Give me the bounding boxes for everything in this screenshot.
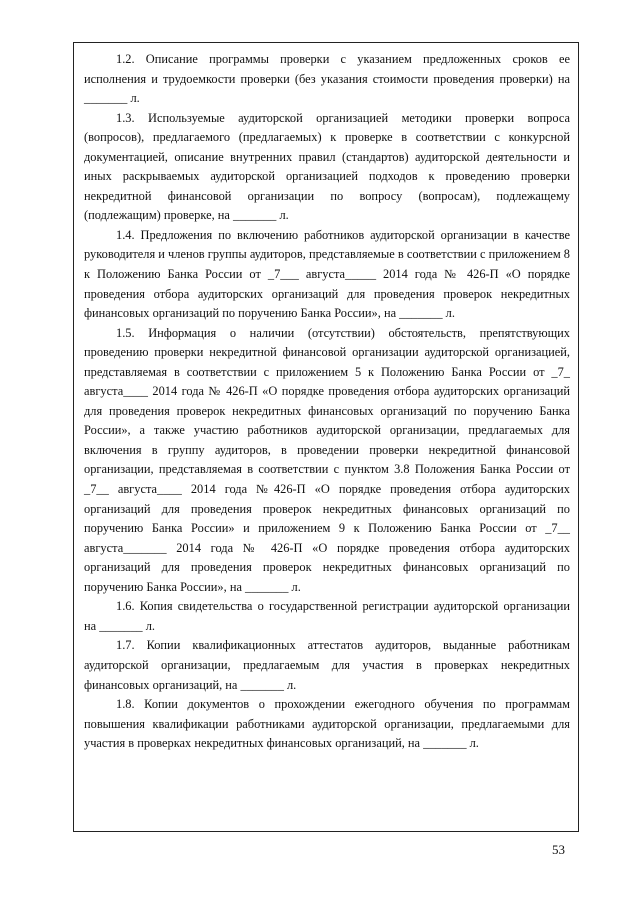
- page-number: 53: [552, 842, 565, 857]
- paragraph-1-6: 1.6. Копия свидетельства о государственной регистрации аудиторской организации на _______ л.: [84, 599, 570, 633]
- paragraph-1-2: 1.2. Описание программы проверки с указанием предложенных сроков ее исполнения и трудоемкости проверки (без указания стоимости проведения проверки) на _______ л.: [84, 52, 570, 106]
- paragraph-1-8: 1.8. Копии документов о прохождении ежегодного обучения по программам повышения квалификации работниками аудиторской организации, предлагаемыми для участия в проверках некредитных финансовых организаций, на _______ л.: [84, 697, 570, 751]
- paragraph-1-7: 1.7. Копии квалификационных аттестатов аудиторов, выданные работникам аудиторской организации, предлагаемым для участия в проверках некредитных финансовых организаций, на _______ л.: [84, 638, 570, 692]
- paragraph-1-4: 1.4. Предложения по включению работников аудиторской организации в качестве руководителя и членов группы аудиторов, представляемые в соответствии с приложением 8 к Положению Банка России от _7___ августа_____ 2014 года № 426-П «О порядке проведения отбора аудиторских организаций для проведения проверок некредитных финансовых организаций по поручению Банка России», на _______ л.: [84, 227, 570, 321]
- paragraph-1-5: 1.5. Информация о наличии (отсутствии) обстоятельств, препятствующих проведению проверки некредитной финансовой организации аудиторской организацией, представляемая в соответствии с приложением 5 к Положению Банка России от _7_ августа____ 2014 года № 426-П «О порядке проведения отбора аудиторских организаций для проведения проверок некредитных финансовых организаций по поручению Банка России», а также участию работников аудиторской организации, предлагаемых для включения в группу аудиторов, в проведении проверки некредитной финансовой организации, представляемая в соответствии с пунктом 3.8 Положения Банка России от _7__ августа____ 2014 года №426-П «О порядке проведения отбора аудиторских организаций для проведения проверок некредитных финансовых организаций по поручению Банка России» и приложением 9 к Положению Банка России от _7__ августа_______ 2014 года № 426-П «О порядке проведения отбора аудиторских организаций для проведения проверок некредитных финансовых организаций по поручению Банка России», на _______ л.: [84, 325, 570, 594]
- paragraph-1-3: 1.3. Используемые аудиторской организацией методики проверки вопроса (вопросов), предлагаемого (предлагаемых) к проверке в соответствии с конкурсной документацией, описание внутренних правил (стандартов) аудиторской деятельности и иных раскрываемых аудиторской организацией подходов к проведению проверки некредитной финансовой организации по вопросу (вопросам), подлежащему (подлежащим) проверке, на _______ л.: [84, 110, 570, 223]
- document-body: [84, 50, 570, 754]
